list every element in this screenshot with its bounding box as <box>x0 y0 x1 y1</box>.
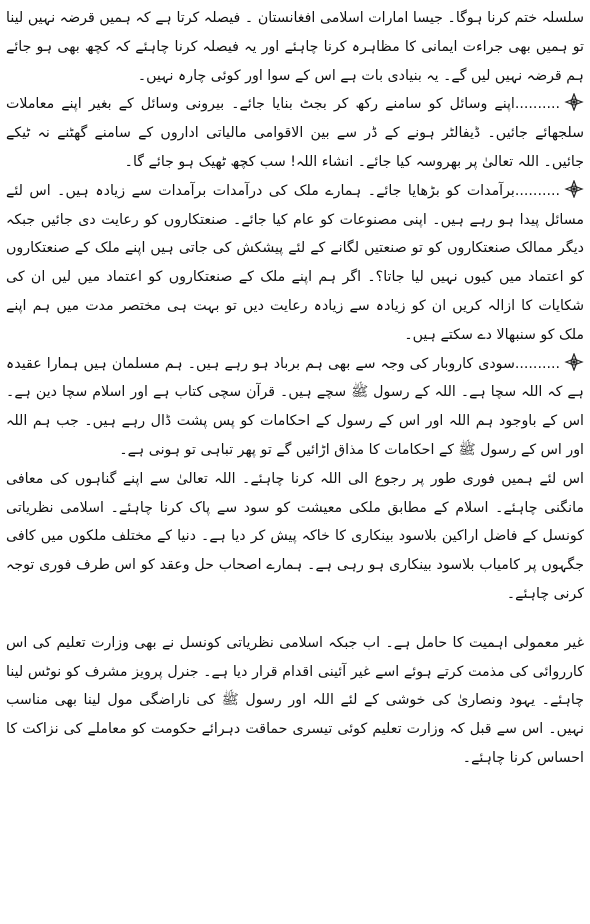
document-page <box>6 4 584 918</box>
leader-dots: .......... <box>514 96 560 113</box>
paragraph-text: سلسلہ ختم کرنا ہوگا۔ جیسا امارات اسلامی افغانستان ۔ فیصلہ کرتا ہے کہ ہمیں قرضہ نہیں لینا تو ہمیں بھی جراءت ایمانی کا مظاہرہ کرنا چاہئے اور یہ فیصلہ کرنا چاہئے کہ کچھ بھی ہو جائے ہم قرضہ نہیں لیں گے۔ یہ بنیادی بات ہے اس کے سوا اور کوئی چارہ نہیں۔ <box>6 10 584 84</box>
paragraph-exports <box>6 177 584 350</box>
ornament-bullet-icon <box>564 180 584 198</box>
leader-dots: .......... <box>514 182 560 199</box>
paragraph-text: برآمدات کو بڑھایا جائے۔ ہمارے ملک کی درآمدات برآمدات سے زیادہ ہیں۔ اس لئے مسائل پیدا ہو رہے ہیں۔ اپنی مصنوعات کو عام کیا جائے۔ صنعتکاروں کو رعایت دی جائیں جبکہ دیگر ممالک صنعتکاروں کو تو صنعتیں لگانے کے لئے پیشکش کی جاتی ہیں اپنے ملک کے صنعتکاروں کو اعتماد میں کیوں نہیں لیا جاتا؟۔ اگر ہم اپنے ملک کے صنعتکاروں کو اعتماد میں لیں ان کی شکایات کا ازالہ کریں ان کو زیادہ سے زیادہ رعایت دیں تو بہت ہی مختصر مدت میں ہم اپنے ملک کو سنبھالا دے سکتے ہیں۔ <box>6 182 584 343</box>
paragraph-text: اس لئے ہمیں فوری طور پر رجوع الی اللہ کرنا چاہئے۔ اللہ تعالیٰ سے اپنے گناہوں کی معافی مانگنی چاہئے۔ اسلام کے مطابق ملکی معیشت کو سود سے پاک کرنا چاہئے۔ اسلامی نظریاتی کونسل کے فاضل اراکین بلاسود بینکاری کا خاکہ پیش کر دیا ہے۔ دنیا کے مختلف ملکوں میں کافی جگہوں پر کامیاب بلاسود بینکاری ہو رہی ہے۔ ہمارے اصحاب حل وعقد کو اس طرف فوری توجہ کرنی چاہئے۔ <box>6 470 584 602</box>
ornament-bullet-icon <box>564 93 584 111</box>
paragraph-text: اپنے وسائل کو سامنے رکھ کر بجٹ بنایا جائے۔ بیرونی وسائل کے بغیر اپنے معاملات سلجھائے جائیں۔ ڈیفالٹر ہونے کے ڈر سے بین الاقوامی مالیاتی اداروں کے سامنے گھٹنے نہ ٹیکے جائیں۔ اللہ تعالیٰ پر بھروسہ کیا جائے۔ انشاء اللہ! سب کچھ ٹھیک ہو جائے گا۔ <box>6 96 584 170</box>
paragraph-own-resources <box>6 90 584 176</box>
paragraph-loan-decision <box>6 4 584 90</box>
leader-dots: .......... <box>514 355 560 372</box>
paragraph-return-to-allah <box>6 465 584 609</box>
paragraph-interest-business <box>6 350 584 465</box>
ornament-bullet-icon <box>564 353 584 371</box>
paragraph-text: سودی کاروبار کی وجہ سے بھی ہم برباد ہو رہے ہیں۔ ہم مسلمان ہیں ہمارا عقیدہ ہے کہ اللہ سچا ہے۔ اللہ کے رسول ﷺ سچے ہیں۔ قرآن سچی کتاب ہے اور اسلام سچا دین ہے۔ اس کے باوجود ہم اللہ اور اس کے رسول کے احکامات کو پس پشت ڈال رہے ہیں۔ جب ہم اللہ اور اس کے رسول ﷺ کے احکامات کا مذاق اڑائیں گے تو پھر تباہی تو ہونی ہے۔ <box>6 355 584 458</box>
paragraph-text: غیر معمولی اہمیت کا حامل ہے۔ اب جبکہ اسلامی نظریاتی کونسل نے بھی وزارت تعلیم کی اس کارروائی کی مذمت کرتے ہوئے اسے غیر آئینی اقدام قرار دیا ہے۔ جنرل پرویز مشرف کو نوٹس لینا چاہئے۔ یہود ونصاریٰ کی خوشی کے لئے اللہ اور رسول ﷺ کی ناراضگی مول لینا بھی مناسب نہیں۔ اس سے قبل کہ وزارت تعلیم کوئی تیسری حماقت دہرائے حکومت کو معاملے کی نزاکت کا احساس کرنا چاہئے۔ <box>6 634 584 766</box>
section-gap <box>6 609 584 629</box>
paragraph-education-ministry <box>6 629 584 773</box>
